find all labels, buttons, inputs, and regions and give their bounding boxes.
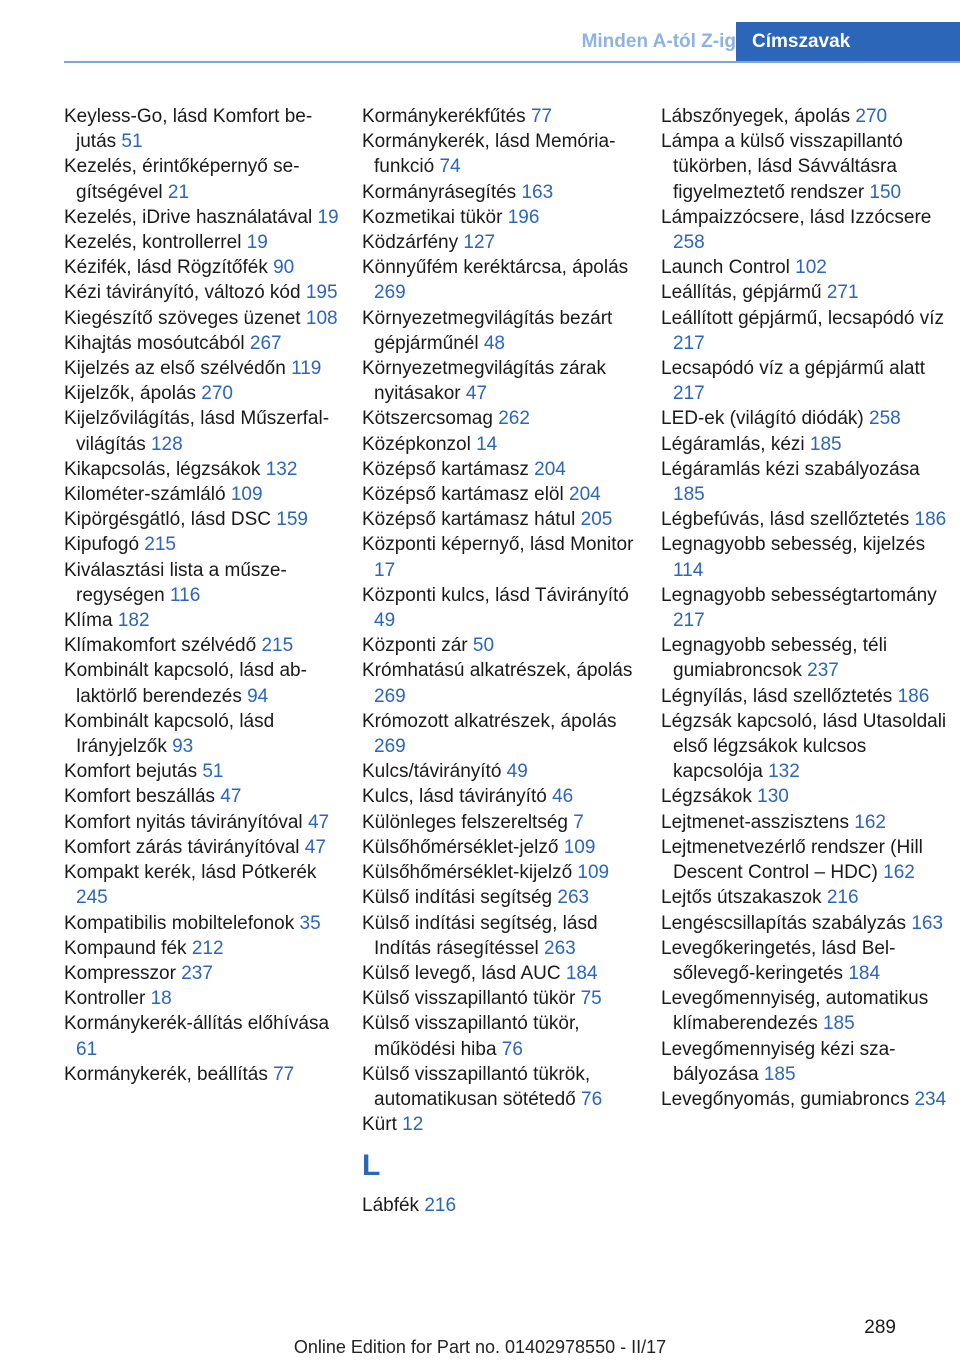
index-entry-term: Levegőmennyiség, automatikus klímaberendezés — [661, 988, 929, 1035]
index-entry-page[interactable]: 76 — [581, 1088, 603, 1110]
index-entry-term: Kikapcsolás, légzsákok — [64, 458, 266, 480]
index-entry-page[interactable]: 51 — [121, 131, 143, 153]
index-entry-term: Kijelzés az első szélvédőn — [64, 358, 292, 380]
index-column-1 — [64, 104, 344, 1087]
index-entry-page[interactable]: 12 — [402, 1114, 424, 1136]
index-entry-term: Komfort zárás távirányítóval — [64, 836, 305, 858]
index-entry-page[interactable]: 90 — [273, 257, 295, 279]
index-entry-term: Kötszercsomag — [362, 408, 499, 430]
index-entry — [64, 709, 344, 759]
index-entry-term: Kompaund fék — [64, 937, 192, 959]
index-entry-term: Légáramlás kézi szabályozása — [661, 458, 920, 480]
index-entry-page: 216 — [424, 1195, 457, 1217]
index-entry-term: Könnyűfém keréktárcsa, ápolás — [362, 257, 629, 279]
index-entry — [362, 406, 642, 431]
index-entry-page[interactable]: 49 — [506, 761, 528, 783]
index-entry — [64, 810, 344, 835]
header-section-title: Minden A-tól Z-ig — [581, 31, 736, 52]
index-entry — [362, 810, 642, 835]
index-entry-term: Kormánykerék-állítás előhívása — [64, 1013, 330, 1035]
index-entry-page[interactable]: 19 — [317, 206, 339, 228]
index-entry — [64, 381, 344, 406]
index-entry-term: Kijelzők, ápolás — [64, 383, 202, 405]
index-entry-page[interactable]: 182 — [117, 610, 150, 632]
index-entry — [362, 709, 642, 759]
index-entry-page[interactable]: 270 — [201, 383, 233, 405]
index-entry-page[interactable]: 17 — [374, 559, 396, 581]
index-entry-term: Kiválasztási lista a műszeregységen — [64, 559, 287, 606]
index-entry-page[interactable]: 195 — [305, 282, 338, 304]
index-entry-term: Környezetmegvilágítás zárak nyitásakor — [362, 358, 606, 405]
index-entry-page[interactable]: 185 — [763, 1063, 796, 1085]
index-entry-term: Lejtős útszakaszok — [661, 887, 827, 909]
index-entry — [64, 860, 344, 910]
index-entry-page[interactable]: 109 — [563, 836, 596, 858]
index-entry — [661, 1037, 951, 1087]
index-entry-page[interactable]: 269 — [374, 282, 406, 304]
index-entry-term: Komfort bejutás — [64, 761, 203, 783]
index-entry-page[interactable]: 77 — [530, 106, 553, 127]
index-entry-page[interactable]: 49 — [374, 610, 396, 632]
index-entry-page[interactable]: 237 — [807, 660, 839, 682]
index-entry — [362, 961, 642, 986]
index-entry-term: Kézifék, lásd Rögzítőfék — [64, 257, 274, 279]
index-entry — [362, 1193, 642, 1218]
index-entry-page[interactable]: 163 — [521, 181, 554, 203]
index-entry-term: Lábszőnyegek, ápolás — [661, 106, 856, 127]
index-entry-term: Launch Control — [661, 257, 796, 279]
index-entry — [362, 911, 642, 961]
index-entry — [661, 911, 951, 936]
index-entry-term: Külső levegő, lásd AUC — [362, 962, 566, 984]
index-entry-term: Kürt — [362, 1114, 403, 1136]
index-entry-term: Legnagyobb sebesség, kijelzés — [661, 534, 926, 556]
index-entry — [661, 784, 951, 809]
index-entry-term: Környezetmegvilágítás bezárt gépjárműnél — [362, 307, 613, 354]
index-entry-page[interactable]: 47 — [220, 786, 242, 808]
index-column-3 — [661, 104, 951, 1112]
index-entry-page[interactable]: 102 — [795, 257, 827, 279]
page-number: 289 — [864, 1317, 896, 1338]
index-entry — [661, 507, 951, 532]
index-entry — [362, 432, 642, 457]
index-entry-term: Középső kartámasz elöl — [362, 484, 569, 506]
index-entry — [362, 104, 642, 129]
index-entry-term: Kezelés, kontrollerrel — [64, 232, 247, 254]
index-entry-term: Külsőhőmérséklet-kijelző — [362, 862, 578, 884]
index-entry — [362, 835, 642, 860]
index-entry — [64, 482, 344, 507]
index-entry — [661, 432, 951, 457]
index-entry-term: Lejtmenet-asszisztens — [661, 811, 855, 833]
index-entry-page[interactable]: 258 — [869, 408, 901, 430]
index-entry — [64, 633, 344, 658]
index-entry — [661, 532, 951, 582]
footer-edition: Online Edition for Part no. 01402978550 - II/17 — [293, 1337, 667, 1357]
index-entry-term: Légzsák kapcsoló, lásd Utasoldali első légzsákok kulcsos kapcsolója — [661, 710, 947, 783]
index-entry-term: Kormánykerék, beállítás — [64, 1063, 274, 1085]
index-entry-term: Középső kartámasz hátul — [362, 509, 581, 531]
index-entry-term: Kompakt kerék, lásd Pótkerék — [64, 862, 317, 884]
index-entry-term: Lecsapódó víz a gépjármű alatt — [661, 358, 926, 380]
index-entry-page[interactable]: 205 — [580, 509, 613, 531]
index-entry-page[interactable]: 237 — [181, 962, 213, 984]
index-entry — [64, 784, 344, 809]
index-entry — [362, 482, 642, 507]
index-entry-page[interactable]: 77 — [273, 1063, 295, 1085]
index-entry-page[interactable]: 234 — [914, 1088, 947, 1110]
index-entry-page[interactable]: 163 — [911, 912, 944, 934]
index-entry — [362, 180, 642, 205]
index-entry-page[interactable]: 185 — [822, 1013, 855, 1035]
index-entry — [64, 280, 344, 305]
index-entry-term: Legnagyobb sebesség, téli gumiabroncsok — [661, 635, 888, 682]
index-entry-page[interactable]: 74 — [439, 156, 461, 178]
index-entry-term: Légbefúvás, lásd szellőztetés — [661, 509, 915, 531]
index-entry-page[interactable]: 162 — [883, 862, 915, 884]
index-entry-page[interactable]: 262 — [498, 408, 530, 430]
index-entry-term: Kiegészítő szöveges üzenet — [64, 307, 306, 329]
index-entry-page[interactable]: 215 — [144, 534, 176, 556]
index-entry — [661, 356, 951, 406]
index-entry — [661, 684, 951, 709]
index-entry-term: Ködzárfény — [362, 232, 464, 254]
index-entry — [661, 457, 951, 507]
index-entry — [362, 759, 642, 784]
index-entry-term: Lejtmenetvezérlő rendszer (Hill Descent Control – HDC) — [661, 836, 923, 884]
index-entry — [362, 633, 642, 658]
header-tab: Címszavak — [736, 22, 960, 62]
index-entry-term: Középkonzol — [362, 433, 477, 455]
index-entry — [64, 507, 344, 532]
index-entry — [64, 356, 344, 381]
index-entry-term: Krómozott alkatrészek, ápolás — [362, 710, 617, 732]
index-entry-term: Levegőmennyiség kézi szabályozása — [661, 1038, 896, 1085]
index-entry — [362, 1011, 642, 1061]
index-entry-page[interactable]: 217 — [673, 610, 705, 632]
index-entry — [661, 129, 951, 205]
index-entry-page[interactable]: 18 — [150, 988, 172, 1010]
index-entry-term: Kezelés, iDrive használatával — [64, 206, 318, 228]
index-entry-term: Kezelés, érintőképernyő segítségével — [64, 156, 300, 203]
index-entry-page[interactable]: 128 — [150, 433, 183, 455]
index-entry — [64, 558, 344, 608]
index-entry-page[interactable]: 150 — [869, 181, 902, 203]
index-entry-page[interactable]: 7 — [573, 811, 584, 833]
index-entry — [362, 885, 642, 910]
index-entry-page[interactable]: 216 — [826, 887, 859, 909]
index-entry-term: Kijelzővilágítás, lásd Műszerfal-világítás — [64, 408, 330, 455]
index-entry-page[interactable]: 109 — [577, 862, 610, 884]
index-entry-page[interactable]: 185 — [673, 484, 705, 506]
index-entry-term: Klímakomfort szélvédő — [64, 635, 262, 657]
index-entry-page[interactable]: 215 — [261, 635, 294, 657]
index-entry — [661, 205, 951, 255]
index-entry-page[interactable]: 127 — [463, 232, 496, 254]
index-entry-term: Kontroller — [64, 988, 151, 1010]
index-entry-page[interactable]: 270 — [855, 106, 888, 127]
index-entry-term: Kormánykerékfűtés — [362, 106, 531, 127]
index-entry — [661, 835, 951, 885]
index-entry-term: Kozmetikai tükör — [362, 206, 508, 228]
index-entry — [661, 306, 951, 356]
index-entry-term: Krómhatású alkatrészek, ápolás — [362, 660, 633, 682]
index-entry-term: Külső visszapillantó tükör — [362, 988, 581, 1010]
index-entry — [661, 633, 951, 683]
index-entry — [661, 709, 951, 785]
index-entry-term: Lengéscsillapítás szabályzás — [661, 912, 912, 934]
index-entry-term: Külső indítási segítség, lásd Indítás rásegítéssel — [362, 912, 598, 959]
index-entry — [64, 1062, 344, 1087]
index-entry-term: Központi zár — [362, 635, 473, 657]
index-entry-term: Légnyílás, lásd szellőztetés — [661, 685, 898, 707]
index-entry — [362, 860, 642, 885]
index-entry-term: Légáramlás, kézi — [661, 433, 810, 455]
index-entry — [362, 205, 642, 230]
index-entry-page[interactable]: 50 — [472, 635, 495, 657]
index-entry-page[interactable]: 114 — [673, 559, 704, 581]
index-entry — [64, 936, 344, 961]
index-entry — [661, 936, 951, 986]
index-entry — [362, 1112, 642, 1137]
index-entry-page[interactable]: 51 — [202, 761, 224, 783]
index-entry — [362, 1062, 642, 1112]
index-entry — [64, 205, 344, 230]
index-entry — [64, 961, 344, 986]
index-entry — [362, 255, 642, 305]
index-entry-term: Levegőkeringetés, lásd Belsőlevegő-keringetés — [661, 937, 896, 984]
index-entry — [64, 104, 344, 154]
index-entry-page[interactable]: 75 — [580, 988, 602, 1010]
index-entry-page[interactable]: 21 — [167, 181, 190, 203]
index-entry — [362, 306, 642, 356]
index-entry-term: Klíma — [64, 610, 118, 632]
index-entry-page[interactable]: 46 — [552, 786, 574, 808]
index-entry — [661, 406, 951, 431]
index-entry-page[interactable]: 184 — [565, 962, 598, 984]
index-entry-term: Kilométer-számláló — [64, 484, 231, 506]
index-entry-page[interactable]: 162 — [854, 811, 886, 833]
index-entry — [362, 457, 642, 482]
index-entry-page[interactable]: 61 — [76, 1038, 98, 1060]
index-entry-page[interactable]: 204 — [569, 484, 601, 506]
index-entry-page[interactable]: 47 — [304, 836, 326, 858]
index-entry — [362, 784, 642, 809]
index-entry-term: Lámpaizzócsere, lásd Izzócsere — [661, 206, 932, 228]
index-entry-page[interactable]: 19 — [246, 232, 268, 254]
index-entry — [362, 230, 642, 255]
index-entry-page[interactable]: 109 — [230, 484, 263, 506]
index-entry-page[interactable]: 186 — [897, 685, 930, 707]
index-entry-term: Levegőnyomás, gumiabroncs — [661, 1088, 915, 1110]
index-entry — [64, 230, 344, 255]
index-entry-page[interactable]: 48 — [483, 332, 505, 354]
index-entry — [64, 154, 344, 204]
index-entry — [64, 406, 344, 456]
index-entry-page[interactable]: 14 — [476, 433, 498, 455]
index-entry-term: Kipörgésgátló, lásd DSC — [64, 509, 277, 531]
index-entry-term: Központi képernyő, lásd Monitor — [362, 534, 634, 556]
index-entry — [661, 104, 951, 129]
index-entry-term: Középső kartámasz — [362, 458, 535, 480]
index-entry-page[interactable]: 130 — [757, 786, 789, 808]
index-entry — [64, 255, 344, 280]
index-entry-page[interactable]: 47 — [307, 811, 330, 833]
index-entry — [661, 1087, 951, 1112]
index-entry-term: Komfort nyitás távirányítóval — [64, 811, 308, 833]
index-entry-page[interactable]: 184 — [848, 962, 881, 984]
index-entry-page[interactable]: 263 — [557, 887, 590, 909]
index-entry-term: Kormányrásegítés — [362, 181, 522, 203]
index-entry-page[interactable]: 217 — [673, 383, 705, 405]
index-entry-page[interactable]: 258 — [673, 232, 705, 254]
index-entry — [661, 885, 951, 910]
index-entry — [661, 810, 951, 835]
index-entry-term: Külső visszapillantó tükrök, automatikusan sötétedő — [362, 1063, 591, 1110]
index-entry — [64, 532, 344, 557]
index-entry-page[interactable]: 132 — [265, 458, 298, 480]
index-entry — [661, 255, 951, 280]
index-entry — [64, 306, 344, 331]
index-entry-page[interactable]: 159 — [276, 509, 308, 531]
index-entry-page[interactable]: 263 — [544, 937, 576, 959]
index-entry-term: Kihajtás mosóutcából — [64, 332, 250, 354]
index-entry — [64, 1011, 344, 1061]
index-entry-term: Kombinált kapcsoló, lásd Irányjelzők — [64, 710, 275, 758]
index-entry — [64, 986, 344, 1011]
index-entry-term: Keyless-Go, lásd Komfort bejutás — [64, 106, 313, 153]
index-entry-term: Különleges felszereltség — [362, 811, 574, 833]
index-entry-page[interactable]: 271 — [826, 282, 859, 304]
index-entry-term: Kézi távirányító, változó kód — [64, 282, 306, 304]
index-entry-page[interactable]: 269 — [374, 685, 406, 707]
index-entry-page[interactable]: 76 — [501, 1038, 523, 1060]
index-entry-page[interactable]: 245 — [76, 887, 108, 909]
index-entry-term: Központi kulcs, lásd Távirányító — [362, 584, 629, 606]
index-entry — [362, 583, 642, 633]
index-entry — [64, 331, 344, 356]
index-entry-term: Kompresszor — [64, 962, 182, 984]
index-entry-term: Kulcs, lásd távirányító — [362, 786, 553, 808]
index-entry-term: Leállított gépjármű, lecsapódó víz — [661, 307, 945, 329]
index-entry-term: Külső indítási segítség — [362, 887, 558, 909]
index-entry-term: Komfort beszállás — [64, 786, 221, 808]
index-entry — [362, 129, 642, 179]
index-entry — [362, 532, 642, 582]
index-entry-term: Kipufogó — [64, 534, 145, 556]
index-entry-page[interactable]: 185 — [809, 433, 842, 455]
index-entry-page[interactable]: 119 — [291, 358, 322, 380]
index-entry-page[interactable]: 186 — [914, 509, 947, 531]
index-entry-page[interactable]: 94 — [247, 685, 269, 707]
index-entry-term: Legnagyobb sebességtartomány — [661, 584, 937, 606]
index-entry — [362, 356, 642, 406]
index-entry — [362, 658, 642, 708]
header-rule — [64, 61, 960, 63]
index-entry — [362, 507, 642, 532]
index-entry-page[interactable]: 108 — [305, 307, 338, 329]
index-entry-term: Külső visszapillantó tükör, működési hiba — [362, 1013, 580, 1060]
index-entry — [64, 835, 344, 860]
index-entry — [64, 457, 344, 482]
index-entry-term: Kompatibilis mobiltelefonok — [64, 912, 300, 934]
index-entry-term: Kormánykerék, lásd Memóriafunkció — [362, 131, 616, 178]
index-entry-term: Lámpa a külső visszapillantó tükörben, lásd Sávváltásra figyelmeztető rendszer — [661, 131, 903, 203]
index-entry-term: Légzsákok — [661, 786, 758, 808]
index-entry-page[interactable]: 204 — [534, 458, 566, 480]
index-entry-term: Lábfék — [362, 1195, 425, 1217]
index-entry — [64, 608, 344, 633]
index-entry-page[interactable]: 132 — [768, 761, 800, 783]
index-entry-term: LED-ek (világító diódák) — [661, 408, 870, 430]
index-entry-page[interactable]: 196 — [507, 206, 540, 228]
index-entry — [661, 583, 951, 633]
index-letter-heading: L — [362, 1149, 381, 1183]
index-entry — [64, 658, 344, 708]
index-entry-page[interactable]: 93 — [172, 736, 194, 758]
index-entry — [64, 911, 344, 936]
index-entry-page[interactable]: 212 — [191, 937, 224, 959]
index-entry-term: Kombinált kapcsoló, lásd ablaktörlő berendezés — [64, 660, 307, 707]
index-entry-term: Kulcs/távirányító — [362, 761, 507, 783]
index-entry-page[interactable]: 269 — [374, 736, 406, 758]
index-entry — [64, 759, 344, 784]
index-entry-page[interactable]: 267 — [249, 332, 282, 354]
index-entry-term: Külsőhőmérséklet-jelző — [362, 836, 564, 858]
index-entry-page[interactable]: 116 — [170, 584, 201, 606]
index-entry-page[interactable]: 47 — [465, 383, 488, 405]
index-entry — [661, 986, 951, 1036]
index-entry-term: Leállítás, gépjármű — [661, 282, 827, 304]
index-entry-page[interactable]: 217 — [673, 332, 705, 354]
index-entry — [661, 280, 951, 305]
index-column-2 — [362, 104, 642, 1219]
index-entry-page[interactable]: 35 — [299, 912, 321, 934]
index-entry — [362, 986, 642, 1011]
